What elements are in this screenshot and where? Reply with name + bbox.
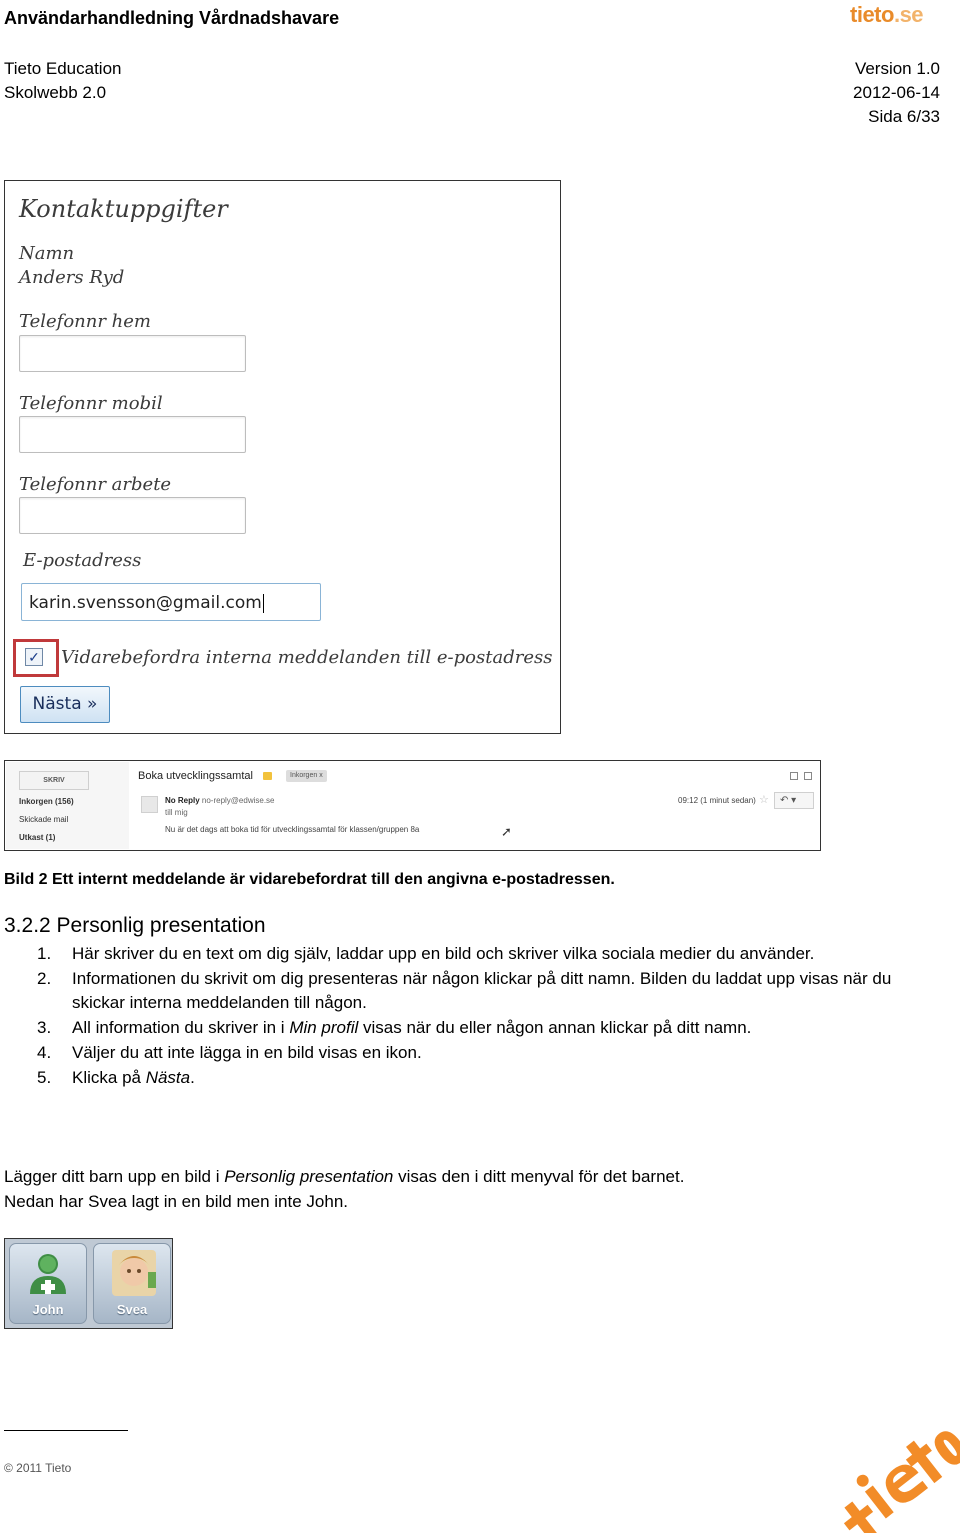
version-label: Version 1.0 [854, 59, 940, 78]
tieto-logo-suffix: .se [893, 2, 924, 27]
mail-screenshot [4, 760, 821, 851]
header-left [4, 57, 122, 105]
phone-home-input[interactable] [19, 335, 246, 372]
user-add-icon [10, 1244, 88, 1304]
reply-button[interactable] [774, 792, 814, 809]
next-button[interactable]: Nästa » [20, 686, 110, 723]
list-item [4, 942, 904, 967]
child-name-svea: Svea [116, 1302, 148, 1317]
page-number: Sida 6/33 [868, 107, 940, 126]
paragraph-text: Lägger ditt barn upp en bild i [4, 1167, 225, 1186]
list-item [4, 1066, 904, 1091]
star-icon[interactable]: ☆ [759, 794, 769, 806]
child-name-john: John [32, 1302, 64, 1317]
sender-address: no-reply@edwise.se [201, 796, 275, 805]
footnote-divider [4, 1430, 128, 1431]
mail-sidebar [6, 762, 129, 849]
text-caret [263, 594, 264, 613]
tieto-logo-text: tieto [850, 2, 894, 27]
name-value: Anders Ryd [19, 267, 125, 288]
list-text: Här skriver du en text om dig själv, laddar upp en bild och skriver vilka sociala medier du använder. [72, 944, 815, 963]
print-icon[interactable] [790, 772, 798, 780]
instruction-list [4, 942, 904, 1090]
children-menu-screenshot [4, 1238, 173, 1329]
child-photo [94, 1244, 172, 1304]
list-text: All information du skriver in i [72, 1018, 290, 1038]
paragraph-text: visas den i ditt menyval för det barnet. [393, 1167, 685, 1186]
contact-form-screenshot [4, 180, 561, 734]
product-name: Skolwebb 2.0 [4, 83, 107, 102]
reply-icon: ↶ [780, 795, 789, 806]
inbox-label-text: Inkorgen [290, 772, 318, 779]
list-number: 3. [37, 1018, 52, 1038]
list-emphasis: Nästa [145, 1067, 191, 1087]
email-value: karin.svensson@gmail.com [29, 593, 262, 613]
mail-subject: Boka utvecklingssamtal [138, 770, 253, 782]
tieto-se-logo [850, 2, 923, 28]
forward-checkbox[interactable]: ✓ [25, 648, 43, 666]
mouse-cursor-icon: ➚ [501, 824, 512, 839]
list-text: visas när du eller någon annan klickar på ditt namn. [358, 1018, 752, 1038]
phone-home-label: Telefonnr hem [19, 311, 151, 332]
mail-body: Nu är det dags att boka tid för utvecklingssamtal för klassen/gruppen 8a [165, 825, 420, 834]
paragraph-line-1 [4, 1165, 684, 1190]
mail-from [165, 796, 275, 805]
contact-form-title: Kontaktuppgifter [19, 195, 228, 223]
paragraph-emphasis: Personlig presentation [224, 1167, 394, 1186]
tieto-corner-logo [816, 1400, 960, 1533]
list-item [4, 1016, 904, 1041]
section-title: 3.2.2 Personlig presentation [4, 914, 266, 937]
list-text: Väljer du att inte lägga in en bild visas en ikon. [72, 1042, 422, 1062]
document-title: Användarhandledning Vårdnadshavare [4, 8, 340, 28]
phone-mobile-label: Telefonnr mobil [19, 393, 163, 414]
list-text: Informationen du skrivit om dig presenteras när någon klickar på ditt namn. Bilden du laddat upp visas när du skickar interna meddelanden till någon. [72, 968, 892, 1013]
drafts-link[interactable]: Utkast (1) [19, 833, 56, 842]
new-window-icon[interactable] [804, 772, 812, 780]
figure-caption: Bild 2 Ett internt meddelande är vidarebefordrat till den angivna e-postadressen. [4, 871, 615, 888]
phone-work-label: Telefonnr arbete [19, 474, 172, 495]
body-paragraph [4, 1165, 684, 1214]
email-label: E-postadress [23, 550, 142, 571]
document-date: 2012-06-14 [853, 83, 940, 102]
list-number: 2. [37, 968, 52, 988]
child-tile-john[interactable] [9, 1243, 87, 1324]
list-number: 5. [37, 1067, 52, 1087]
header-right [853, 57, 940, 129]
list-number: 1. [37, 944, 52, 963]
phone-mobile-input[interactable] [19, 416, 246, 453]
list-item [4, 967, 904, 1016]
paragraph-line-2: Nedan har Svea lagt in en bild men inte John. [4, 1191, 349, 1211]
inbox-link[interactable]: Inkorgen (156) [19, 797, 74, 806]
label-close-icon[interactable]: x [319, 772, 323, 779]
important-marker-icon [263, 772, 272, 780]
list-emphasis: Min profil [289, 1018, 359, 1038]
sent-link[interactable]: Skickade mail [19, 815, 69, 824]
compose-button[interactable]: SKRIV [19, 771, 89, 790]
company-name: Tieto Education [4, 59, 122, 78]
name-label: Namn [19, 243, 75, 264]
mail-recipient[interactable]: till mig [165, 808, 188, 817]
list-item [4, 1041, 904, 1066]
copyright: © 2011 Tieto [4, 1461, 72, 1475]
forward-checkbox-label: Vidarebefordra interna meddelanden till e-postadress [61, 647, 553, 668]
mail-time: 09:12 (1 minut sedan) [678, 796, 756, 805]
child-tile-svea[interactable] [93, 1243, 171, 1324]
list-text: Klicka på [72, 1067, 146, 1087]
list-text: . [190, 1067, 195, 1087]
email-input[interactable] [21, 583, 321, 621]
sender-avatar [141, 796, 158, 813]
phone-work-input[interactable] [19, 497, 246, 534]
inbox-label-tag[interactable] [286, 770, 327, 782]
more-arrow-icon: ▾ [791, 795, 797, 806]
list-number: 4. [37, 1042, 52, 1062]
sender-name: No Reply [165, 796, 200, 805]
